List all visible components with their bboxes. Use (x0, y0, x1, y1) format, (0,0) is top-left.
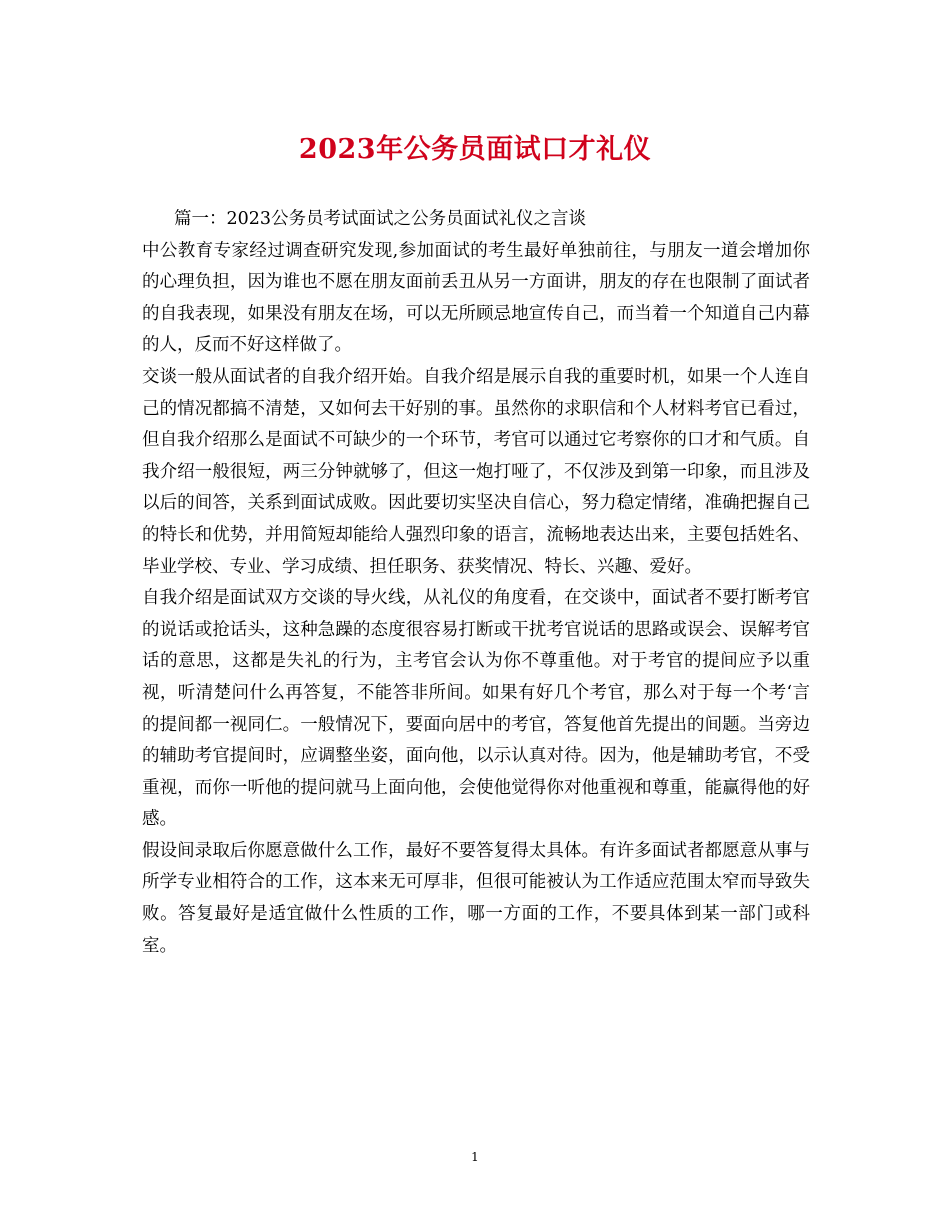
document-body (142, 204, 810, 962)
section-heading: 篇一：2023公务员考试面试之公务员面试礼仪之言谈 (174, 209, 587, 229)
paragraph: 中公教育专家经过调查研究发现,参加面试的考生最好单独前往，与朋友一道会增加你的心理负担，因为谁也不愿在朋友面前丢丑从另一方面讲，朋友的存在也限制了面试者的自我表现，如果没有朋友在场，可以无所顾忌地宣传自己，而当着一个知道自己内幕的人，反而不好这样做了。 (142, 240, 810, 356)
document-title: 2023年公务员面试口才礼仪 (298, 134, 652, 165)
paragraph: 假设间录取后你愿意做什么工作，最好不要答复得太具体。有许多面试者都愿意从事与所学专业相符合的工作，这本来无可厚非，但很可能被认为工作适应范围太窄而导致失败。答复最好是适宜做什么性质的工作，哪一方面的工作，不要具体到某一部门或科室。 (142, 840, 810, 956)
page-number: 1 (471, 1150, 479, 1164)
paragraph: 自我介绍是面试双方交谈的导火线，从礼仪的角度看，在交谈中，面试者不要打断考官的说话或抢话头，这种急躁的态度很容易打断或干扰考官说话的思路或误会、误解考官话的意思，这都是失礼的行为，主考官会认为你不尊重他。对于考官的提间应予以重视，听清楚问什么再答复，不能答非所间。如果有好几个考官，那么对于每一个考‘言的提间都一视同仁。一般情况下，要面向居中的考官，答复他首先提出的间题。当旁边的辅助考官提间时，应调整坐姿，面向他，以示认真对待。因为，他是辅助考官，不受重视，而你一听他的提问就马上面向他，会使他觉得你对他重视和尊重，能赢得他的好感。 (142, 588, 810, 830)
paragraph: 交谈一般从面试者的自我介绍开始。自我介绍是展示自我的重要时机，如果一个人连自己的情况都搞不清楚，又如何去干好别的事。虽然你的求职信和个人材料考官已看过，但自我介绍那么是面试不可缺少的一个环节，考官可以通过它考察你的口才和气质。自我介绍一般很短，两三分钟就够了，但这一炮打哑了，不仅涉及到第一印象，而且涉及以后的间答，关系到面试成败。因此要切实坚决自信心，努力稳定情绪，准确把握自己的特长和优势，并用简短却能给人强烈印象的语言，流畅地表达出来，主要包括姓名、毕业学校、专业、学习成绩、担任职务、获奖情况、特长、兴趣、爱好。 (142, 366, 810, 577)
